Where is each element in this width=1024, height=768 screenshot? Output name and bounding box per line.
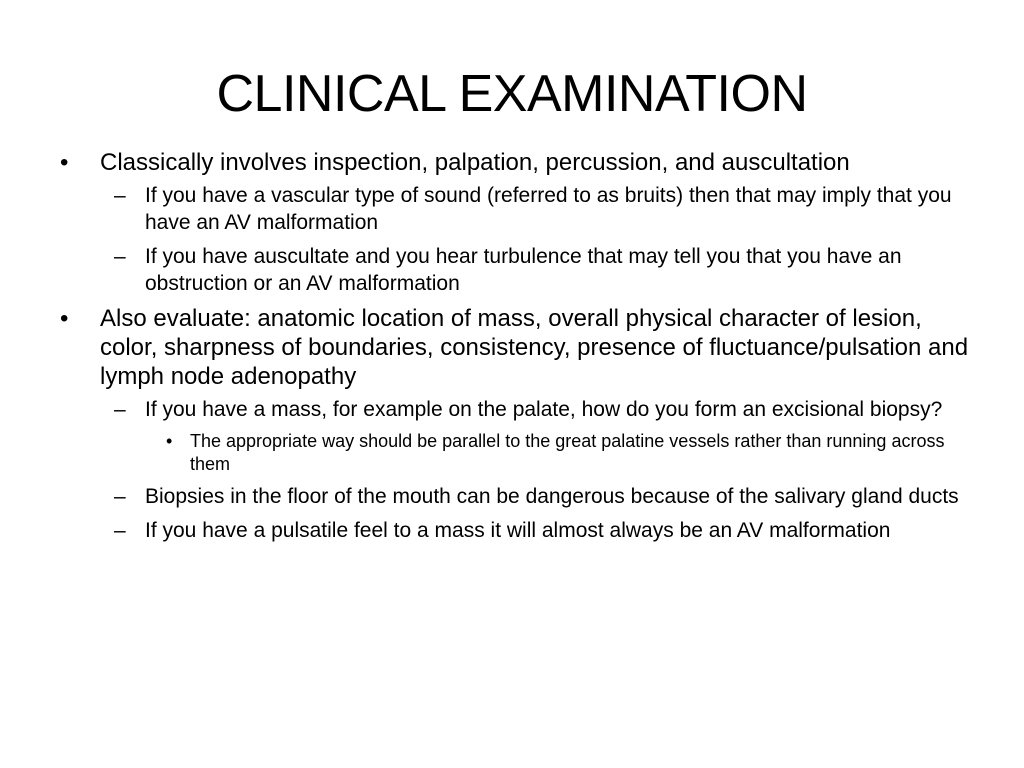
bullet-also-evaluate xyxy=(56,304,971,391)
sub-sub-bullet-text: The appropriate way should be parallel to the great palatine vessels rather than running across them xyxy=(190,431,945,474)
sub-bullet-text: Biopsies in the floor of the mouth can be dangerous because of the salivary gland ducts xyxy=(145,485,959,508)
dash-marker: – xyxy=(114,184,126,207)
bullet-classically-involves xyxy=(56,148,971,177)
slide-body xyxy=(56,148,971,551)
sub-bullet-text: If you have auscultate and you hear turbulence that may tell you that you have an obstruction or an AV malformation xyxy=(145,245,902,295)
bullet-text: Also evaluate: anatomic location of mass, overall physical character of lesion, color, sharpness of boundaries, consistency, presence of fluctuance/pulsation and lymph node adenopathy xyxy=(100,305,969,390)
sub-bullet-palate-mass xyxy=(56,396,971,423)
sub-bullet-text: If you have a pulsatile feel to a mass it will almost always be an AV malformation xyxy=(145,519,891,542)
dash-marker: – xyxy=(114,245,126,268)
sub-bullet-text: If you have a vascular type of sound (referred to as bruits) then that may imply that you have an AV malformation xyxy=(145,184,952,234)
dash-marker: – xyxy=(114,398,126,421)
sub-sub-bullet-palatine-vessels xyxy=(56,430,971,476)
dash-marker: – xyxy=(114,485,126,508)
bullet-marker-small: • xyxy=(166,431,173,451)
bullet-marker: • xyxy=(60,305,69,332)
bullet-marker: • xyxy=(60,149,69,176)
sub-bullet-floor-of-mouth xyxy=(56,483,971,510)
sub-bullet-turbulence xyxy=(56,243,971,297)
dash-marker: – xyxy=(114,519,126,542)
slide-title: CLINICAL EXAMINATION xyxy=(216,65,808,123)
sub-bullet-text: If you have a mass, for example on the palate, how do you form an excisional biopsy? xyxy=(145,398,943,421)
sub-bullet-bruits xyxy=(56,182,971,236)
bullet-text: Classically involves inspection, palpation, percussion, and auscultation xyxy=(100,149,850,176)
sub-bullet-pulsatile xyxy=(56,517,971,544)
